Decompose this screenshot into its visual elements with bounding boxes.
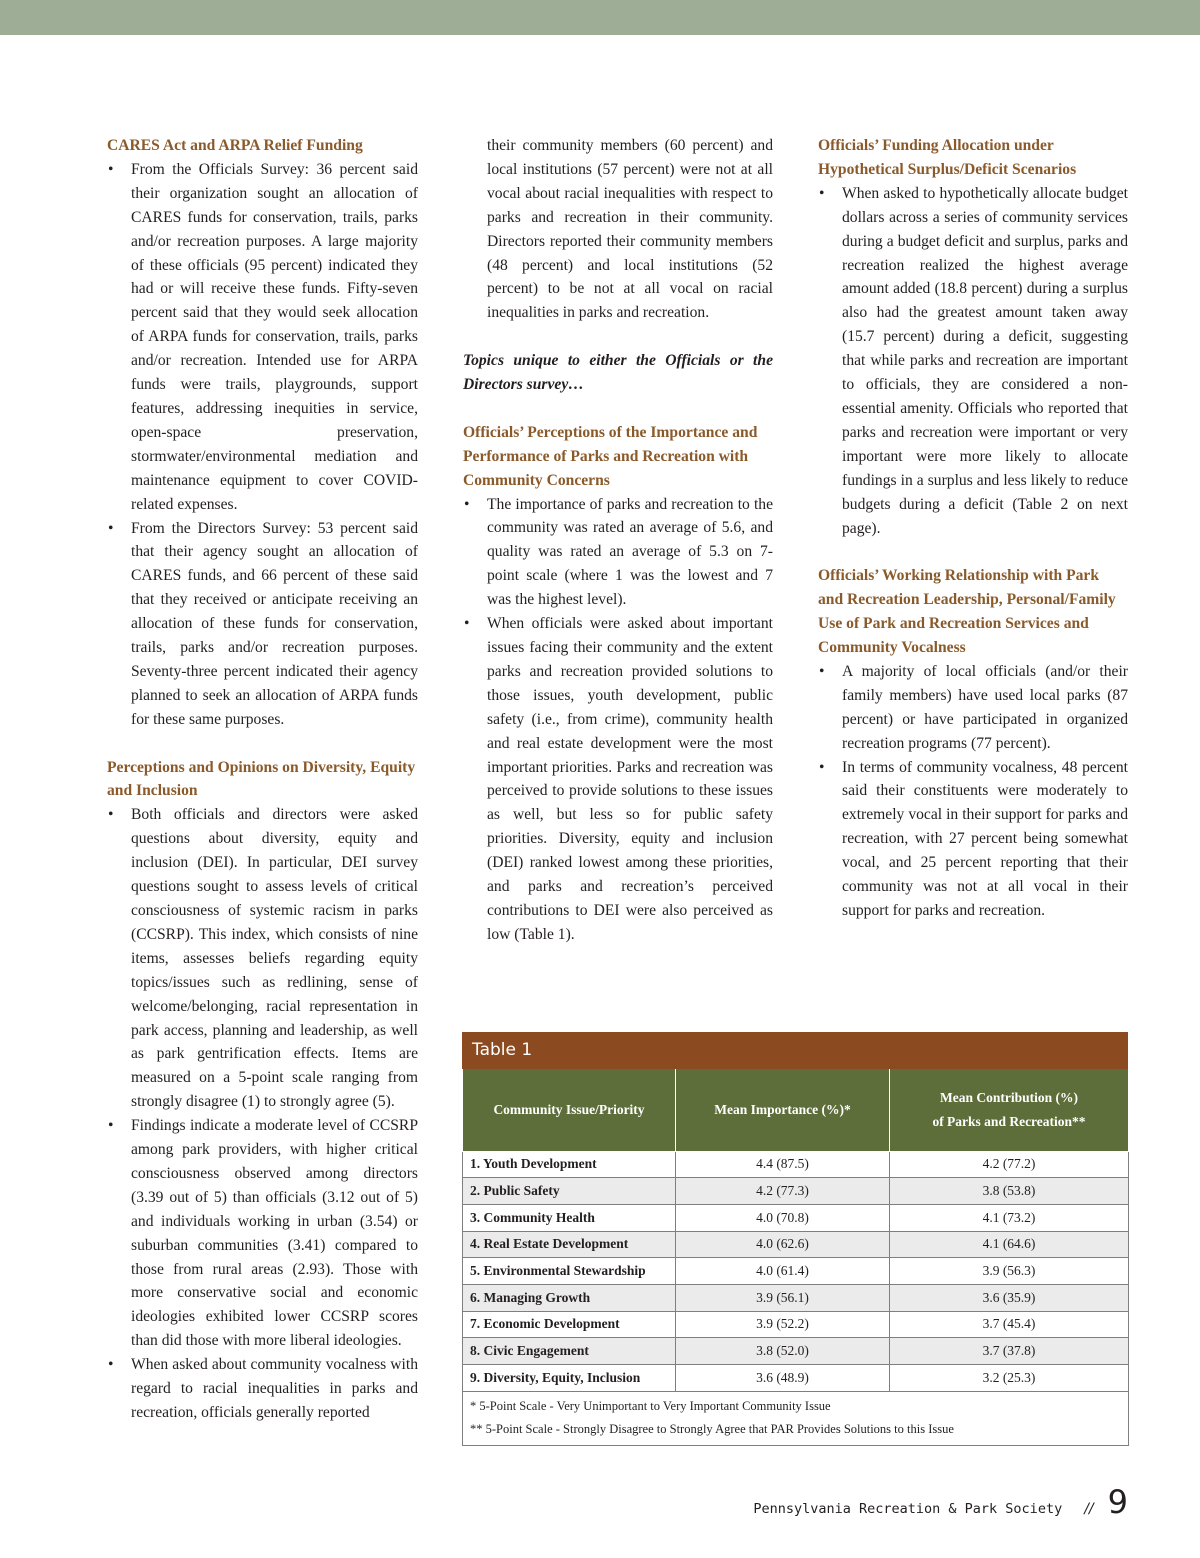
issue-cell: 5. Environmental Stewardship <box>463 1258 676 1285</box>
importance-cell: 4.2 (77.3) <box>676 1178 890 1205</box>
bullet-list <box>818 660 1128 923</box>
footer-organization: Pennsylvania Recreation & Park Society <box>753 1501 1063 1517</box>
note-contribution-scale: ** 5-Point Scale - Strongly Disagree to Strongly Agree that PAR Provides Solutions to this Issue <box>470 1421 954 1436</box>
data-table <box>462 1069 1129 1446</box>
heading-cares-arpa: CARES Act and ARPA Relief Funding <box>107 137 363 154</box>
column-right <box>818 134 1128 923</box>
table-notes-row <box>463 1391 1129 1445</box>
issue-cell: 6. Managing Growth <box>463 1284 676 1311</box>
table-row <box>463 1284 1129 1311</box>
bullet-officials-survey: • From the Officials Survey: 36 percent said their organization sought an allocation of CARES funds for conservation, trails, parks and/or recreation purposes. A large majority of these officials (95 percent) indicated they had or will receive these funds. Fifty-seven percent said that they would seek allocation of ARPA funds for conservation, trails, parks and/or recreation. Intended use for ARPA funds were trails, playgrounds, support features, addressing inequities in service, open-space preservation, stormwater/environmental mediation and maintenance equipment to cover COVID-related expenses. <box>107 158 418 517</box>
top-color-band <box>0 0 1200 35</box>
issue-cell: 9. Diversity, Equity, Inclusion <box>463 1365 676 1392</box>
importance-cell: 4.4 (87.5) <box>676 1151 890 1178</box>
table-row <box>463 1231 1129 1258</box>
table-row <box>463 1338 1129 1365</box>
note-importance-scale: * 5-Point Scale - Very Unimportant to Very Important Community Issue <box>470 1398 831 1413</box>
header-issue: Community Issue/Priority <box>463 1069 676 1151</box>
issue-cell: 1. Youth Development <box>463 1151 676 1178</box>
contribution-cell: 3.9 (56.3) <box>890 1258 1129 1285</box>
importance-cell: 3.6 (48.9) <box>676 1365 890 1392</box>
contribution-cell: 4.1 (64.6) <box>890 1231 1129 1258</box>
bullet-community-vocalness: • When asked about community vocalness with regard to racial inequalities in parks and recreation, officials generally reported <box>107 1353 418 1425</box>
importance-cell: 3.8 (52.0) <box>676 1338 890 1365</box>
table-row <box>463 1178 1129 1205</box>
bullet-list <box>107 158 418 732</box>
issue-cell: 4. Real Estate Development <box>463 1231 676 1258</box>
importance-cell: 4.0 (70.8) <box>676 1204 890 1231</box>
continued-paragraph: their community members (60 percent) and local institutions (57 percent) were not at all vocal about racial inequalities with respect to parks and recreation in their community. Directors reported their community members (48 percent) and local institutions (52 percent) to be not at all vocal on racial inequalities in parks and recreation. <box>487 137 773 322</box>
table-1 <box>462 1032 1128 1446</box>
contribution-cell: 3.8 (53.8) <box>890 1178 1129 1205</box>
bullet-budget-allocation: • When asked to hypothetically allocate budget dollars across a series of community services during a budget deficit and surplus, parks and recreation realized the highest average amount added (18.8 percent) during a surplus also had the greatest amount taken away (15.7 percent) during a deficit, suggesting that while parks and recreation are important to officials, they are considered a non-essential amenity. Officials who reported that parks and recreation were important or very important were more likely to allocate fundings in a surplus and less likely to reduce budgets during a deficit (Table 2 on next page). <box>818 182 1128 541</box>
bullet-list <box>463 493 773 947</box>
table-header-row <box>463 1069 1129 1151</box>
bullet-directors-survey: • From the Directors Survey: 53 percent said that their agency sought an allocation of CARES funds, and 66 percent of these said that they received or anticipate receiving an allocation of these funds for conservation, trails, parks and/or recreation purposes. Seventy-three percent indicated their agency planned to seek an allocation of ARPA funds for these same purposes. <box>107 517 418 732</box>
column-left <box>107 134 418 1425</box>
contribution-cell: 3.6 (35.9) <box>890 1284 1129 1311</box>
page-number: 9 <box>1107 1483 1128 1521</box>
table-row <box>463 1258 1129 1285</box>
contribution-cell: 4.2 (77.2) <box>890 1151 1129 1178</box>
issue-cell: 8. Civic Engagement <box>463 1338 676 1365</box>
importance-cell: 3.9 (56.1) <box>676 1284 890 1311</box>
page-footer <box>753 1483 1128 1521</box>
header-importance: Mean Importance (%)* <box>676 1069 890 1151</box>
footer-separator: // <box>1084 1501 1094 1517</box>
contribution-cell: 3.7 (37.8) <box>890 1338 1129 1365</box>
table-row <box>463 1204 1129 1231</box>
header-contribution: Mean Contribution (%) of Parks and Recreation** <box>890 1069 1129 1151</box>
issue-cell: 7. Economic Development <box>463 1311 676 1338</box>
bullet-importance-rating: • The importance of parks and recreation to the community was rated an average of 5.6, and quality was rated an average of 5.3 on 7-point scale (where 1 was the lowest and 7 was the highest level). <box>463 493 773 613</box>
table-row <box>463 1311 1129 1338</box>
heading-working-relationship: Officials’ Working Relationship with Park and Recreation Leadership, Personal/Family Use of Park and Recreation Services and Community Vocalness <box>818 567 1116 657</box>
bullet-ccsrp-findings: • Findings indicate a moderate level of CCSRP among park providers, with higher critical consciousness observed among directors (3.39 out of 5) than officials (3.12 out of 5) and individuals working in urban (3.54) or suburban communities (3.41) compared to those from rural areas (2.93). Those with more conservative social and economic ideologies exhibited lower CCSRP scores than did those with more liberal ideologies. <box>107 1114 418 1353</box>
importance-cell: 4.0 (62.6) <box>676 1231 890 1258</box>
table-title: Table 1 <box>462 1032 1128 1069</box>
heading-importance-performance: Officials’ Perceptions of the Importance and Performance of Parks and Recreation with Community Concerns <box>463 423 758 489</box>
contribution-cell: 4.1 (73.2) <box>890 1204 1129 1231</box>
contribution-cell: 3.2 (25.3) <box>890 1365 1129 1392</box>
bullet-community-issues: • When officials were asked about important issues facing their community and the extent parks and recreation provided solutions to those issues, youth development, public safety (i.e., from crime), community health and real estate development were the most important priorities. Parks and recreation was perceived to provide solutions to these issues as well, but less so for public safety priorities. Diversity, equity and inclusion (DEI) ranked lowest among these priorities, and parks and recreation’s perceived contributions to DEI were also perceived as low (Table 1). <box>463 612 773 947</box>
heading-dei: Perceptions and Opinions on Diversity, Equity and Inclusion <box>107 758 416 800</box>
importance-cell: 3.9 (52.2) <box>676 1311 890 1338</box>
issue-cell: 2. Public Safety <box>463 1178 676 1205</box>
contribution-cell: 3.7 (45.4) <box>890 1311 1129 1338</box>
bullet-dei-questions: • Both officials and directors were asked questions about diversity, equity and inclusion (DEI). In particular, DEI survey questions sought to assess levels of critical consciousness of systemic racism in parks (CCSRP). This index, which consists of nine items, assesses beliefs regarding equity topics/issues such as redlining, sense of welcome/belonging, racial representation in park access, planning and leadership, as well as park gentrification effects. Items are measured on a 5-point scale ranging from strongly disagree (1) to strongly agree (5). <box>107 803 418 1114</box>
bullet-vocalness: • In terms of community vocalness, 48 percent said their constituents were moderately to extremely vocal in their support for parks and recreation, with 27 percent being somewhat vocal, and 25 percent reporting that their community was not at all vocal in their support for parks and recreation. <box>818 756 1128 923</box>
table-row <box>463 1365 1129 1392</box>
table-notes <box>463 1391 1129 1445</box>
table-row <box>463 1151 1129 1178</box>
bullet-list <box>818 182 1128 541</box>
topics-intro: Topics unique to either the Officials or the Directors survey… <box>463 352 773 394</box>
heading-funding-allocation: Officials’ Funding Allocation under Hypothetical Surplus/Deficit Scenarios <box>818 137 1077 178</box>
bullet-park-use: • A majority of local officials (and/or their family members) have used local parks (87 percent) or have participated in organized recreation programs (77 percent). <box>818 660 1128 756</box>
issue-cell: 3. Community Health <box>463 1204 676 1231</box>
bullet-list <box>107 803 418 1425</box>
importance-cell: 4.0 (61.4) <box>676 1258 890 1285</box>
column-middle <box>463 134 773 947</box>
